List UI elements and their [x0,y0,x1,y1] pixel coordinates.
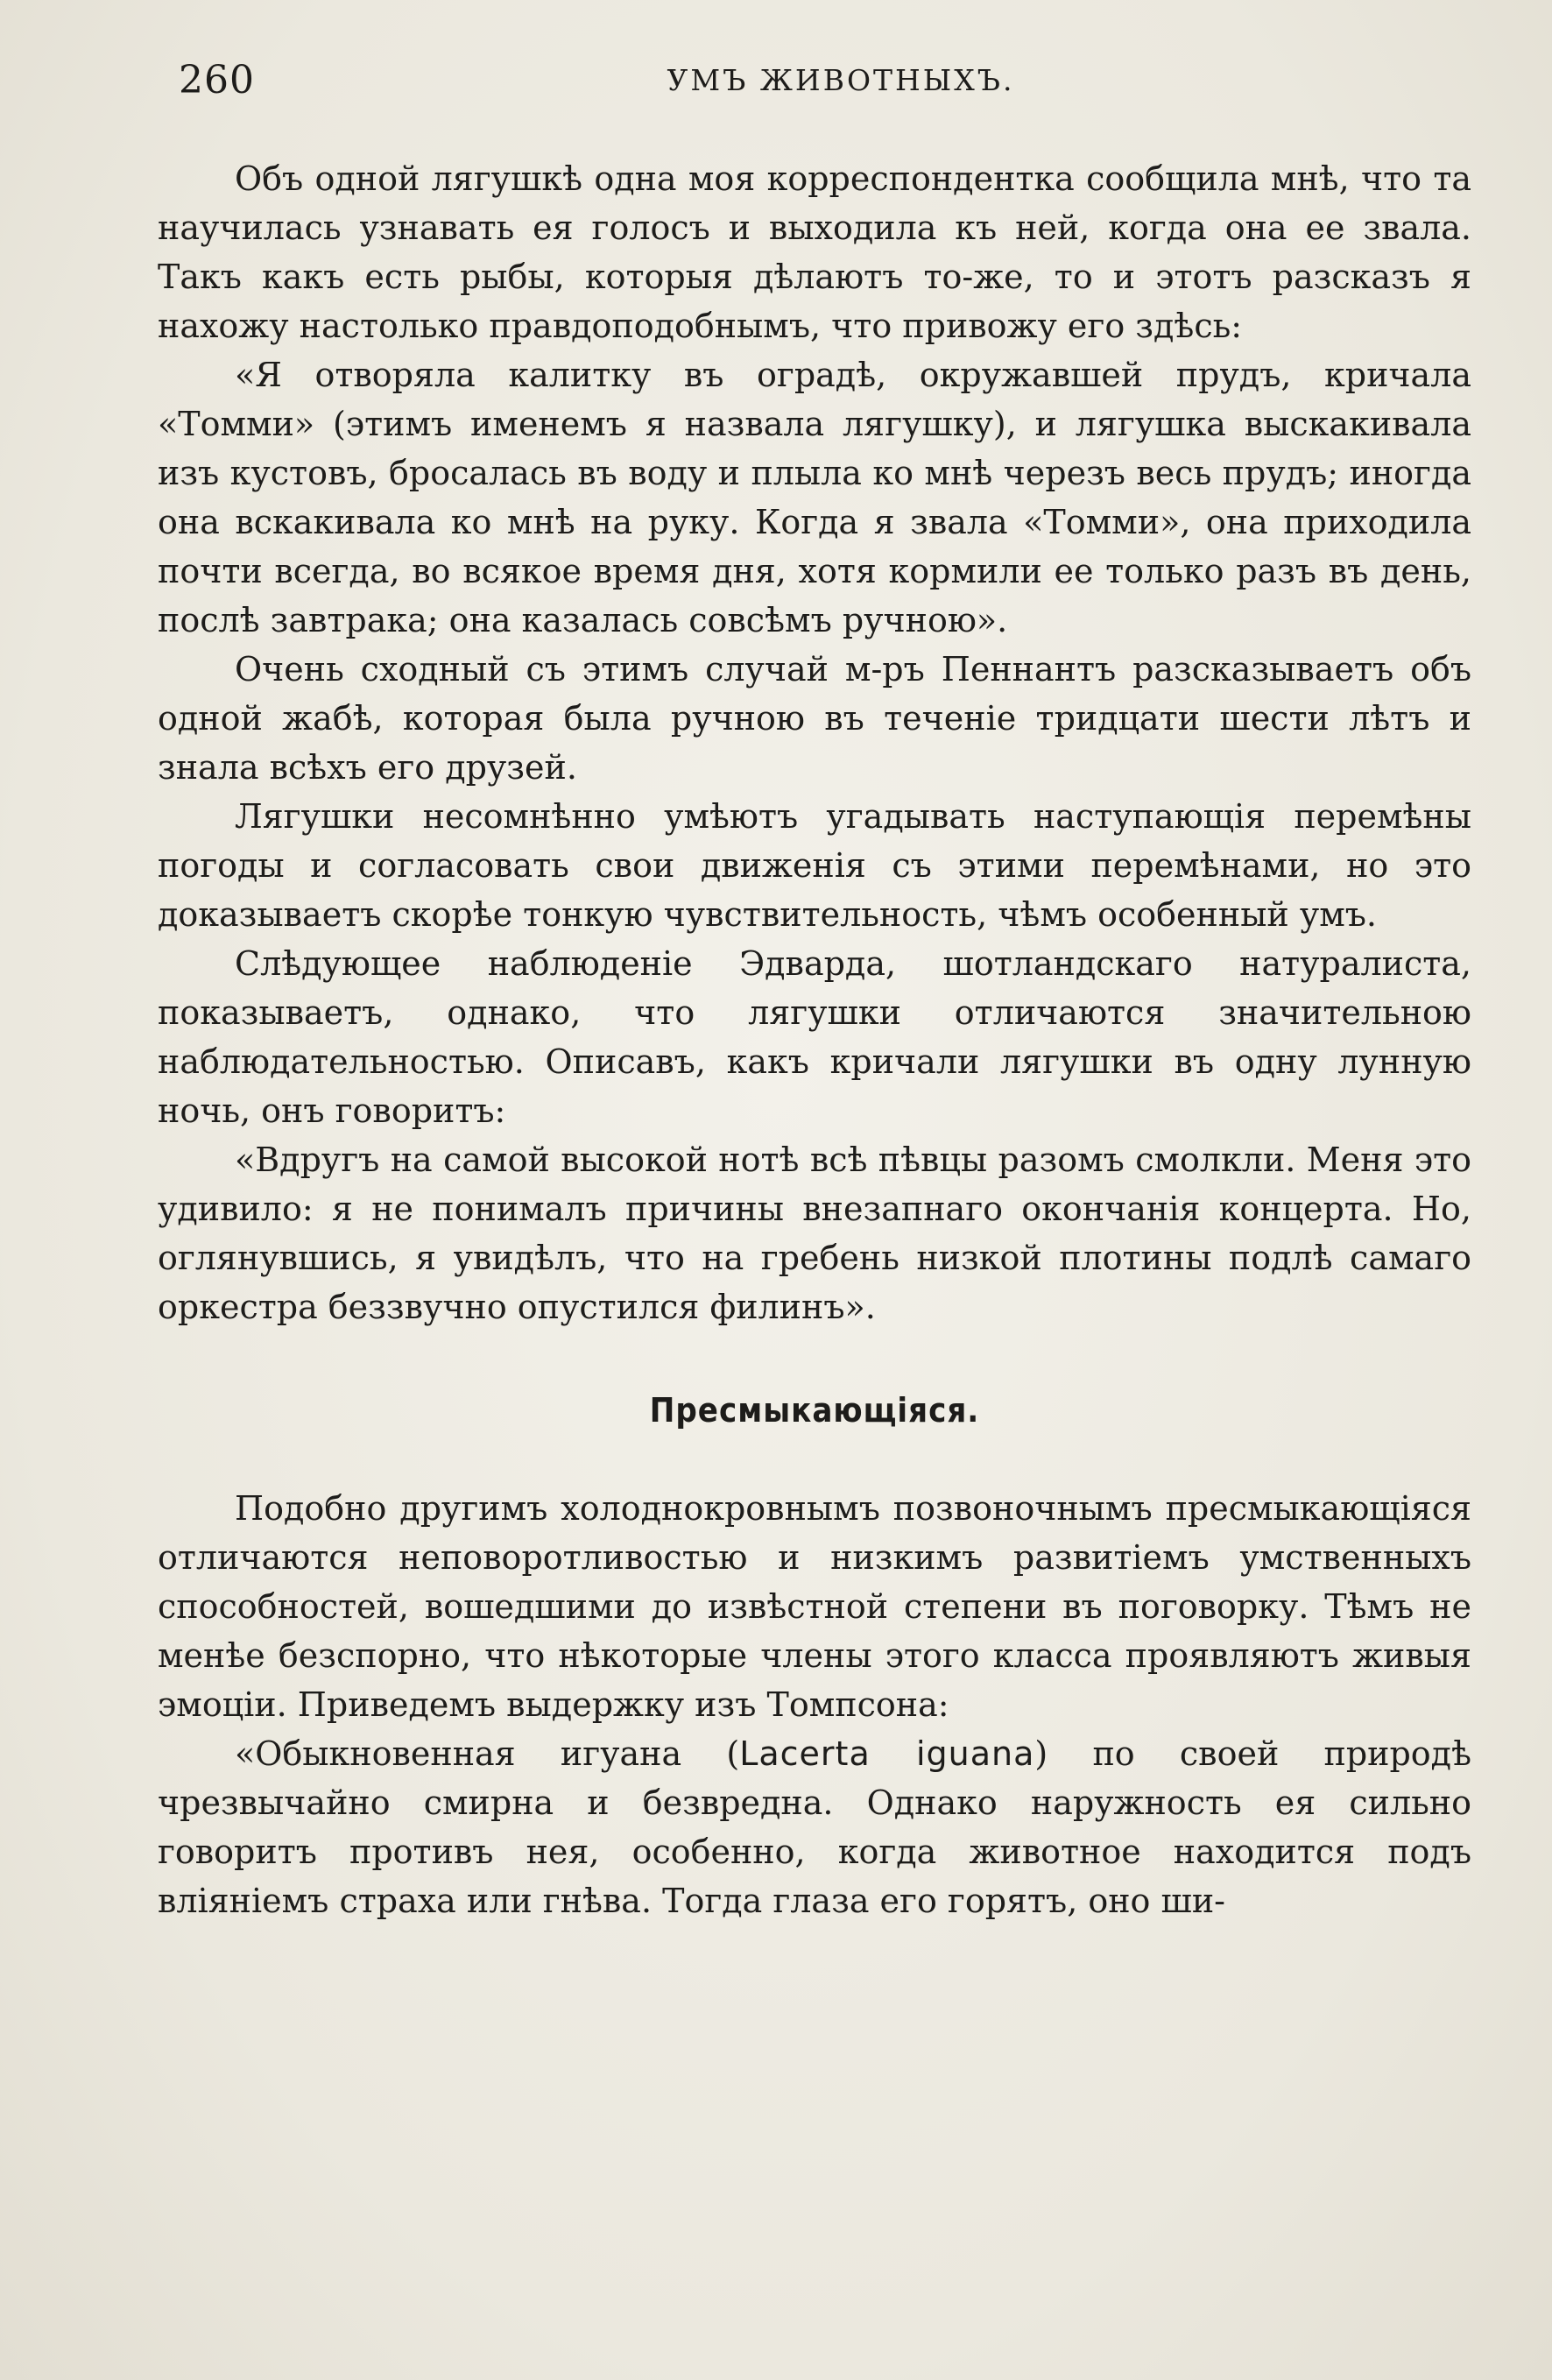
paragraph-edward-observation: Слѣдующее наблюденіе Эдварда, шотландскаго натуралиста, показываетъ, однако, что лягушки отличаются значительною наблюдательностью. Описавъ, какъ кричали лягушки въ одну лунную ночь, онъ говоритъ: [158,944,1471,1130]
iguana-text-rest: ) по своей природѣ чрезвычайно смирна и безвредна. Однако наружность ея сильно говоритъ противъ нея, особенно, когда животное находится подъ вліяніемъ страха или гнѣва. Тогда глаза его горятъ, оно ши- [158,1734,1471,1920]
iguana-text-start: «Обыкновенная игуана ( [235,1734,740,1773]
running-head [158,54,1471,107]
section-heading-reptiles: Пресмыкающіяся. [649,1391,980,1430]
paragraph-iguana-quote [158,1729,1471,1925]
paragraph-tommi-quote: «Я отворяла калитку въ оградѣ, окружавшей прудъ, кричала «Томми» (этимъ именемъ я назвала лягушку), и лягушка выскакивала изъ кустовъ, бросалась въ воду и плыла ко мнѣ черезъ весь прудъ; иногда она вскакивала ко мнѣ на руку. Когда я звала «Томми», она приходила почти всегда, во всякое время дня, хотя кормили ее только разъ въ день, послѣ завтрака; она казалась совсѣмъ ручною». [158,356,1471,639]
paragraph-owl-quote: «Вдругъ на самой высокой нотѣ всѣ пѣвцы разомъ смолкли. Меня это удивило: я не понималъ причины внезапнаго окончанія концерта. Но, оглянувшись, я увидѣлъ, что на гребень низкой плотины подлѣ самаго оркестра беззвучно опустился филинъ». [158,1141,1471,1326]
running-title: УМЪ ЖИВОТНЫХЪ. [667,63,1015,97]
paragraph-weather: Лягушки несомнѣнно умѣютъ угадывать наступающія перемѣны погоды и согласовать свои движенія съ этими перемѣнами, но это доказываетъ скорѣе тонкую чувствительность, чѣмъ особенный умъ. [158,797,1471,934]
page-number: 260 [179,58,255,102]
page-content [158,54,1471,1925]
paragraph-reptiles-intro: Подобно другимъ холоднокровнымъ позвоночнымъ пресмыкающіяся отличаются неповоротливостью и низкимъ развитіемъ умственныхъ способностей, вошедшими до извѣстной степени въ поговорку. Тѣмъ не менѣе безспорно, что нѣкоторые члены этого класса проявляютъ живыя эмоціи. Приведемъ выдержку изъ Томпсона: [158,1489,1471,1724]
latin-name: Lacerta iguana [739,1734,1035,1773]
paragraph-frog-correspondent: Объ одной лягушкѣ одна моя корреспондентка сообщила мнѣ, что та научилась узнавать ея голосъ и выходила къ ней, когда она ее звала. Такъ какъ есть рыбы, которыя дѣлаютъ то-же, то и этотъ разсказъ я нахожу настолько правдоподобнымъ, что привожу его здѣсь: [158,159,1471,345]
paragraph-pennant-toad: Очень сходный съ этимъ случай м-ръ Пеннантъ разсказываетъ объ одной жабѣ, которая была ручною въ теченіе тридцати шести лѣтъ и знала всѣхъ его друзей. [158,650,1471,787]
